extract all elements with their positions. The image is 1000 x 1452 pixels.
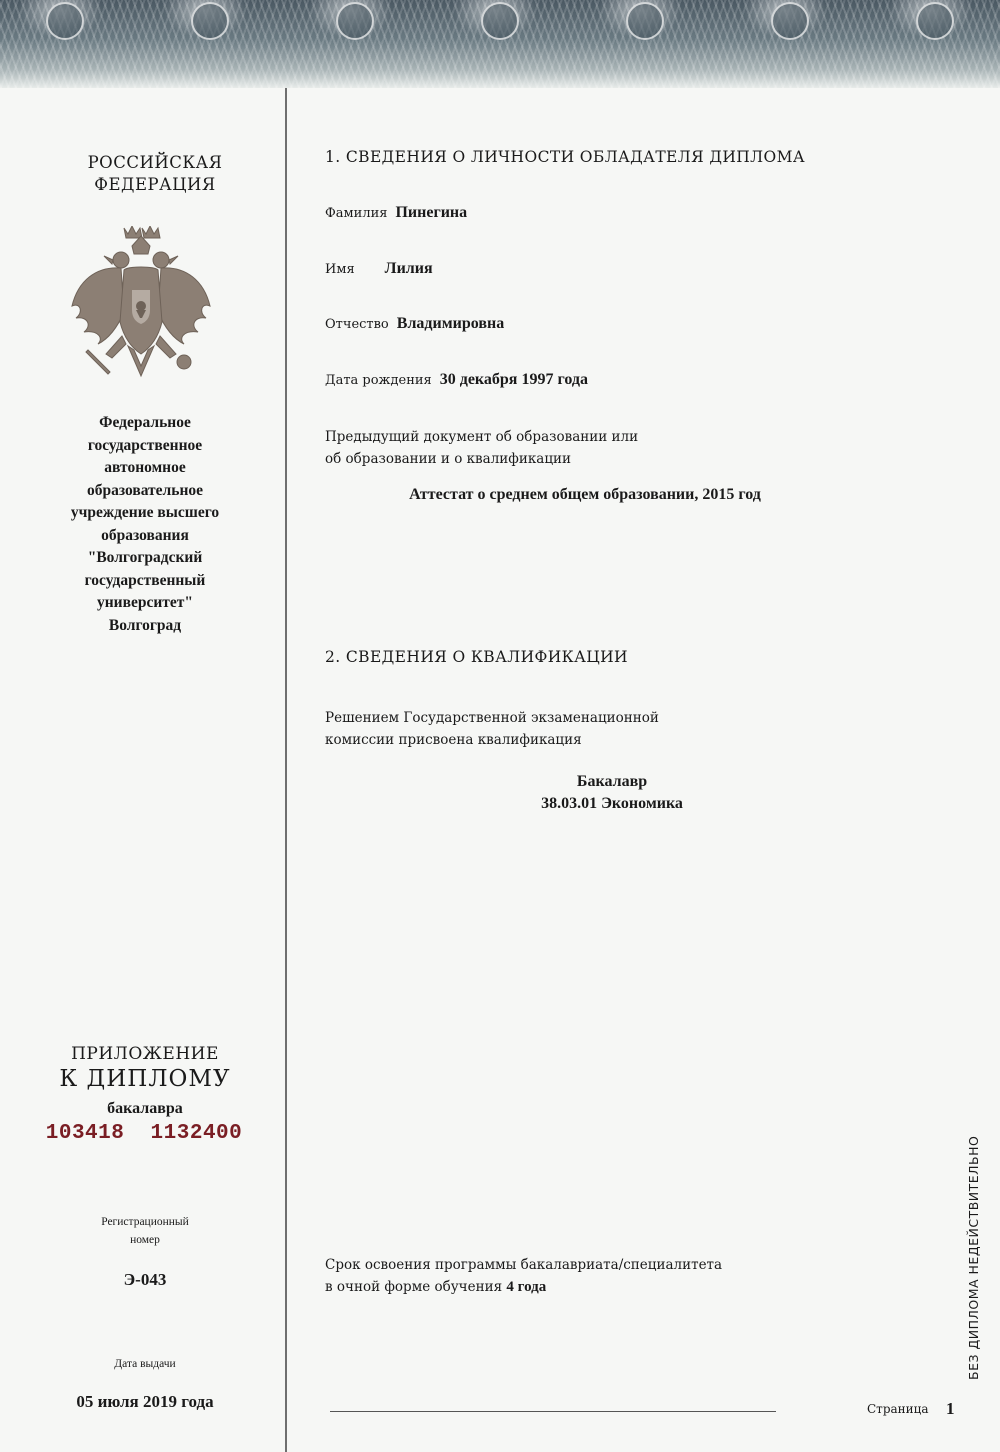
patronymic-field [325, 315, 504, 333]
institution-line: образования [101, 526, 189, 544]
institution-line: учреждение высшего [70, 504, 220, 521]
coat-of-arms-icon [66, 226, 216, 386]
validity-note: БЕЗ ДИПЛОМА НЕДЕЙСТВИТЕЛЬНО [966, 1135, 981, 1380]
appendix-title-line1: ПРИЛОЖЕНИЕ [71, 1044, 219, 1064]
birth-date-label: Дата рождения [325, 373, 432, 388]
prev-doc-label-line1: Предыдущий документ об образовании или [325, 429, 639, 445]
institution-line: автономное [104, 459, 186, 476]
name-label: Имя [325, 262, 355, 277]
page-label: Страница [867, 1402, 929, 1416]
page-number: 1 [946, 1399, 955, 1418]
patronymic-label: Отчество [325, 317, 389, 332]
signature-line [330, 1411, 776, 1412]
institution-line: государственное [87, 436, 203, 454]
name-field [325, 260, 433, 278]
pattern-rosette-icon [481, 2, 519, 40]
reg-number-label-line2: номер [130, 1234, 160, 1246]
institution-name [40, 412, 250, 637]
patronymic-value: Владимировна [396, 315, 505, 332]
surname-label: Фамилия [325, 206, 388, 221]
pattern-rosette-icon [916, 2, 954, 40]
birth-date-field [325, 371, 588, 389]
prev-doc-value: Аттестат о среднем общем образовании, 2015 год [409, 486, 761, 503]
duration-text-line1: Срок освоения программы бакалавриата/специалитета [325, 1257, 723, 1273]
institution-line: образовательное [86, 481, 204, 499]
country-name-line2: ФЕДЕРАЦИЯ [94, 175, 216, 194]
qualification-value: Бакалавр [576, 773, 648, 790]
country-name-line1: РОССИЙСКАЯ [87, 153, 223, 172]
section2-heading: 2. СВЕДЕНИЯ О КВАЛИФИКАЦИИ [325, 648, 628, 666]
pattern-rosette-icon [336, 2, 374, 40]
decision-text-line1: Решением Государственной экзаменационной [325, 710, 659, 726]
institution-line: "Волгоградский [87, 549, 203, 566]
appendix-title-line2: К ДИПЛОМУ [59, 1066, 231, 1092]
birth-date-value: 30 декабря 1997 года [439, 371, 588, 388]
pattern-rosette-icon [191, 2, 229, 40]
institution-line: государственный [84, 571, 206, 589]
section1-heading: 1. СВЕДЕНИЯ О ЛИЧНОСТИ ОБЛАДАТЕЛЯ ДИПЛОМА [325, 148, 806, 166]
pattern-rosette-icon [626, 2, 664, 40]
degree-level: бакалавра [107, 1100, 183, 1117]
institution-line: Волгоград [108, 616, 182, 634]
reg-number-label-line1: Регистрационный [101, 1216, 189, 1228]
issue-date-value: 05 июля 2019 года [76, 1392, 214, 1411]
prev-doc-label-line2: об образовании и о квалификации [325, 451, 572, 467]
name-value: Лилия [384, 260, 433, 277]
specialty-value: 38.03.01 Экономика [541, 795, 683, 812]
pattern-rosette-icon [46, 2, 84, 40]
issue-date-label: Дата выдачи [114, 1358, 176, 1370]
surname-field [325, 204, 467, 222]
duration-value: 4 года [506, 1279, 547, 1295]
serial-number: 103418 1132400 [45, 1122, 243, 1145]
decision-text-line2: комиссии присвоена квалификация [325, 732, 582, 748]
surname-value: Пинегина [395, 204, 468, 221]
duration-text-line2 [325, 1276, 546, 1298]
security-pattern-band [0, 0, 1000, 88]
duration-text-prefix: в очной форме обучения [325, 1279, 503, 1295]
reg-number-value: Э-043 [123, 1270, 167, 1289]
column-divider [285, 88, 287, 1452]
institution-line: Федеральное [99, 414, 191, 431]
pattern-rosette-icon [771, 2, 809, 40]
institution-line: университет" [96, 594, 193, 611]
